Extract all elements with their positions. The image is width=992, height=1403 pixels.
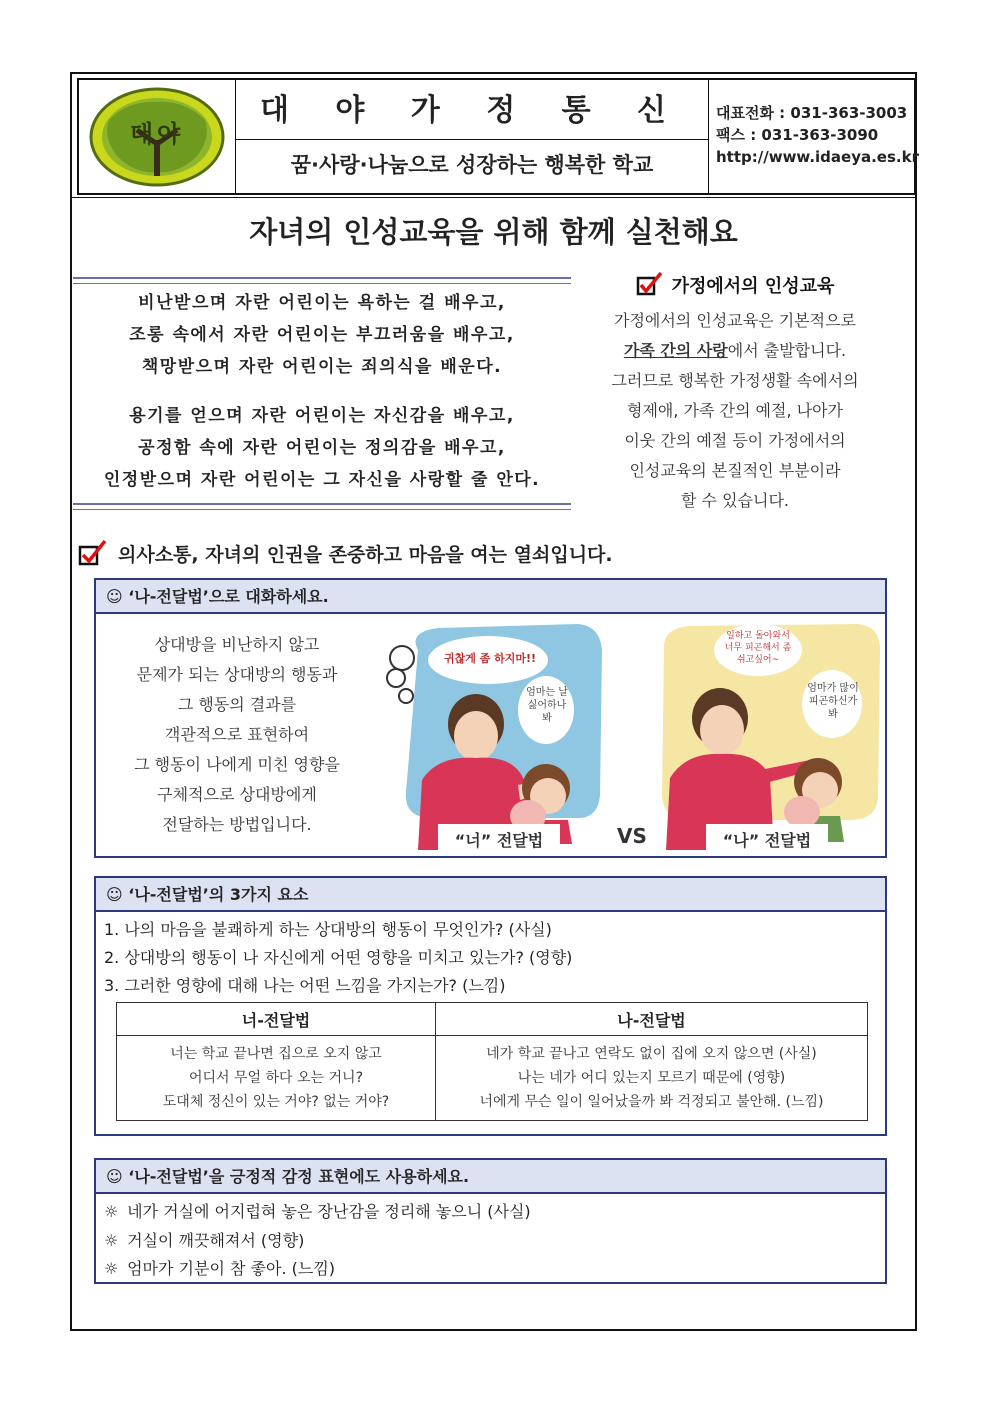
page-title: 자녀의 인성교육을 위해 함께 실천해요: [249, 215, 738, 249]
i-message-description: 상대방을 비난하지 않고 문제가 되는 상대방의 행동과 그 행동의 결과를 객관적으로 표현하여 그 행동이 나에게 미친 영향을 구체적으로 상대방에게 전달하는 방법입니다.: [134, 635, 340, 834]
home-education-line: 할 수 있습니다.: [681, 491, 789, 510]
quote-group-b: [73, 400, 571, 496]
column-header: 나-전달법: [436, 1003, 868, 1036]
list-item: 1. 나의 마음을 불쾌하게 하는 상대방의 행동이 무엇인가? (사실): [104, 920, 552, 939]
quote-line: 비난받으며 자란 어린이는 욕하는 걸 배우고,: [138, 293, 506, 313]
quote-box: [73, 277, 571, 507]
school-logo: [79, 80, 235, 193]
you-message-illustration: [378, 620, 614, 854]
i-message-illustration: [650, 620, 886, 854]
table-cell: 너는 학교 끝나면 집으로 오지 않고 어디서 무얼 하다 오는 거니? 도대체 정신이 있는 거야? 없는 거야?: [117, 1036, 436, 1121]
i-message-label: “나” 전달법: [722, 831, 812, 850]
title-cell: [236, 80, 708, 193]
quote-line: 인정받으며 자란 어린이는 그 자신을 사랑할 줄 안다.: [103, 470, 541, 490]
home-education-line: 그러므로 행복한 가정생활 속에서의: [611, 371, 859, 390]
contact-info: [716, 102, 919, 168]
sun-icon: ☼: [104, 1202, 119, 1221]
sun-icon: ☼: [104, 1230, 119, 1250]
panel-title: ☺ ‘나-전달법’의 3가지 요소: [96, 878, 885, 912]
list-item: ☼ 네가 거실에 어지럽혀 놓은 장난감을 정리해 놓으니 (사실): [104, 1198, 531, 1227]
child-thought-bubble: 엄마가 많이 피곤하신가봐: [807, 683, 859, 720]
list-item: 2. 상대방의 행동이 나 자신에게 어떤 영향을 미치고 있는가? (영향): [104, 948, 573, 967]
list-item: ☼ 엄마가 기분이 참 좋아. (느낌): [104, 1255, 531, 1284]
positive-expression-panel: [94, 1158, 887, 1284]
quote-line: 공정함 속에 자란 어린이는 정의감을 배우고,: [138, 438, 506, 458]
tired-speech-bubble: 일하고 돌아와서 너무 피곤해서 좀 쉬고싶어~: [724, 631, 792, 665]
logo-text: 대야: [129, 120, 185, 148]
title-separator: [236, 139, 708, 140]
quote-line: 조롱 속에서 자란 어린이는 부끄러움을 배우고,: [129, 325, 515, 345]
header-divider: [708, 80, 709, 193]
sun-icon: ☼: [104, 1259, 119, 1278]
home-education-column: [590, 272, 880, 516]
newsletter-header: [77, 78, 919, 195]
angry-speech-bubble: 귀찮게 좀 하지마!!: [443, 652, 537, 665]
home-education-line: 가정에서의 인성교육은 기본적으로: [613, 311, 856, 330]
home-education-line: 가족 간의 사랑에서 출발합니다.: [623, 341, 847, 360]
elements-list: [104, 916, 572, 1000]
quote-line: 책망받으며 자란 어린이는 죄의식을 배운다.: [141, 357, 503, 377]
school-url[interactable]: http://www.idaeya.es.kr: [716, 148, 919, 166]
table-cell: 네가 학교 끝나고 연락도 없이 집에 오지 않으면 (사실) 나는 네가 어디 있는지 모르기 때문에 (영향) 너에게 무슨 일이 일어났을까 봐 걱정되고 불안해. (느낌): [436, 1036, 868, 1121]
panel-title: ☺ ‘나-전달법’으로 대화하세요.: [96, 580, 885, 614]
newsletter-title: 대 야 가 정 통 신: [259, 93, 685, 128]
quote-bottom-rule: [73, 503, 571, 510]
list-item: 3. 그러한 영향에 대해 나는 어떤 느낌을 가지는가? (느낌): [104, 976, 506, 995]
fax-number: 팩스 : 031-363-3090: [716, 126, 879, 144]
i-message-panel: [94, 578, 887, 858]
quote-line: 용기를 얻으며 자란 어린이는 자신감을 배우고,: [129, 406, 515, 426]
versus-label: VS: [617, 824, 647, 848]
home-education-line: 이웃 간의 예절 등이 가정에서의: [624, 431, 846, 450]
list-item: ☼ 거실이 깨끗해져서 (영향): [104, 1227, 531, 1256]
panel-title: ☺ ‘나-전달법’을 긍정적 감정 표현에도 사용하세요.: [96, 1160, 885, 1194]
school-motto: 꿈·사랑·나눔으로 성장하는 행복한 학교: [290, 153, 654, 177]
checkbox-check-icon: [636, 272, 664, 306]
you-message-label: “너” 전달법: [454, 831, 544, 850]
quote-group-a: [73, 287, 571, 383]
home-education-heading: 가정에서의 인성교육: [590, 272, 880, 306]
positive-examples-list: [104, 1198, 531, 1284]
three-elements-panel: [94, 876, 887, 1136]
quote-top-rule: [73, 277, 571, 284]
comparison-table: [116, 1002, 868, 1121]
table-header-row: [117, 1003, 868, 1036]
checkbox-check-icon: [78, 540, 108, 571]
header-rule: [70, 197, 917, 198]
column-header: 너-전달법: [117, 1003, 436, 1036]
phone-number: 대표전화 : 031-363-3003: [716, 104, 908, 122]
home-education-line: 인성교육의 본질적인 부분이라: [629, 461, 841, 480]
section-heading: 의사소통, 자녀의 인권을 존중하고 마음을 여는 열쇠입니다.: [78, 540, 613, 571]
child-thought-bubble: 엄마는 날 싫어하나봐: [526, 687, 568, 724]
table-row: [117, 1036, 868, 1121]
home-education-line: 형제애, 가족 간의 예절, 나아가: [627, 401, 843, 420]
